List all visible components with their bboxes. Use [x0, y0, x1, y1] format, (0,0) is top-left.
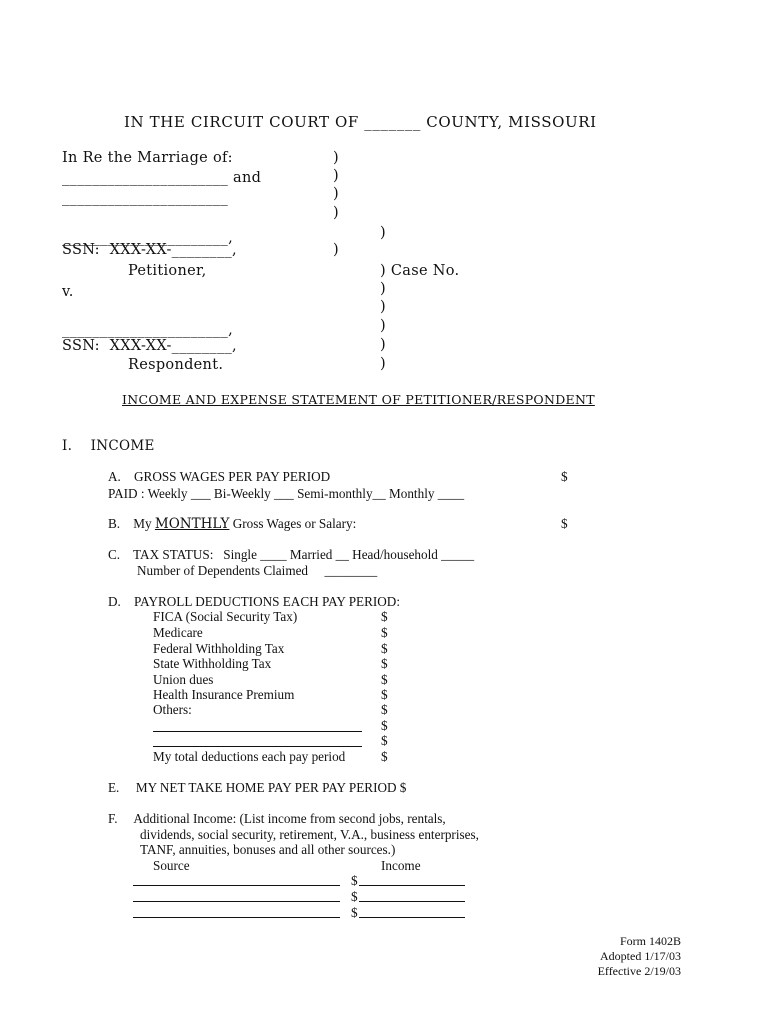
caption-paren: ) [333, 242, 339, 258]
deduction-dollar: $ [381, 625, 388, 640]
tax-status-line: C. TAX STATUS: Single ____ Married __ Head/household _____ [108, 547, 475, 562]
section-income-heading: I. INCOME [62, 438, 155, 454]
deduction-dollar: $ [381, 609, 388, 624]
source-blank-line[interactable] [133, 917, 340, 918]
payroll-deductions-heading: D. PAYROLL DEDUCTIONS EACH PAY PERIOD: [108, 594, 400, 609]
caption-paren: ) [380, 356, 386, 372]
petitioner-name-line: ______________________, [62, 230, 234, 246]
source-blank-line[interactable] [133, 901, 340, 902]
petitioner-ssn: SSN: XXX-XX-________, [62, 242, 237, 258]
caption-paren: ) [333, 150, 339, 166]
caption-paren: ) [380, 299, 386, 315]
income-dollar: $ [351, 873, 358, 888]
deduction-dollar: $ [381, 733, 388, 748]
caption-paren: ) [380, 225, 386, 241]
source-blank-line[interactable] [133, 885, 340, 886]
deduction-others: Others: [153, 702, 192, 717]
deduction-medicare: Medicare [153, 625, 203, 640]
deduction-federal: Federal Withholding Tax [153, 641, 285, 656]
deduction-fica: FICA (Social Security Tax) [153, 609, 298, 624]
caption-paren: ) [333, 168, 339, 184]
gross-wages-dollar: $ [561, 469, 568, 484]
deduction-health: Health Insurance Premium [153, 687, 295, 702]
respondent-name-line: ______________________, [62, 322, 234, 338]
gross-wages-label: A. GROSS WAGES PER PAY PERIOD [108, 469, 331, 484]
in-re-label: In Re the Marriage of: [62, 150, 233, 166]
respondent-label: Respondent. [128, 357, 224, 373]
deduction-dollar: $ [381, 656, 388, 671]
deduction-union: Union dues [153, 672, 214, 687]
income-label: Income [381, 858, 421, 873]
pay-frequency-line: PAID : Weekly ___ Bi-Weekly ___ Semi-monthly__ Monthly ____ [108, 486, 465, 501]
caption-paren: ) [380, 318, 386, 334]
deduction-dollar: $ [381, 687, 388, 702]
deduction-dollar: $ [381, 672, 388, 687]
other-deduction-line[interactable] [153, 731, 362, 732]
form-number: Form 1402B [619, 934, 681, 948]
source-label: Source [153, 858, 190, 873]
monthly-wages-prefix: B. My [108, 516, 155, 531]
monthly-wages-suffix: Gross Wages or Salary: [229, 516, 357, 531]
net-take-home-line: E. MY NET TAKE HOME PAY PER PAY PERIOD $ [108, 780, 407, 795]
effective-date: Effective 2/19/03 [597, 964, 681, 978]
additional-income-line-1: F. Additional Income: (List income from second jobs, rentals, [108, 811, 446, 826]
income-blank-line[interactable] [359, 901, 465, 902]
income-blank-line[interactable] [359, 885, 465, 886]
court-title: IN THE CIRCUIT COURT OF _______ COUNTY, MISSOURI [124, 113, 597, 131]
statement-title: INCOME AND EXPENSE STATEMENT OF PETITIONER/RESPONDENT [122, 392, 595, 407]
additional-income-line-2: dividends, social security, retirement, V.A., business enterprises, [140, 827, 479, 842]
total-deductions-label: My total deductions each pay period [153, 749, 346, 764]
monthly-wages-label [108, 516, 356, 532]
caption-paren: ) [380, 281, 386, 297]
deduction-dollar: $ [381, 749, 388, 764]
deduction-dollar: $ [381, 641, 388, 656]
party-line-1: ______________________ and [62, 170, 262, 186]
deduction-dollar: $ [381, 702, 388, 717]
respondent-ssn: SSN: XXX-XX-________, [62, 338, 237, 354]
petitioner-label: Petitioner, [128, 263, 207, 279]
other-deduction-line[interactable] [153, 746, 362, 747]
income-blank-line[interactable] [359, 917, 465, 918]
adopted-date: Adopted 1/17/03 [600, 949, 681, 963]
party-line-2: ______________________ [62, 190, 229, 206]
income-dollar: $ [351, 889, 358, 904]
caption-paren: ) [333, 205, 339, 221]
deduction-state: State Withholding Tax [153, 656, 272, 671]
caption-paren: ) [333, 186, 339, 202]
additional-income-line-3: TANF, annuities, bonuses and all other sources.) [140, 842, 396, 857]
case-number-label: ) Case No. [380, 263, 460, 279]
versus-label: v. [62, 284, 74, 300]
monthly-wages-dollar: $ [561, 516, 568, 531]
dependents-line: Number of Dependents Claimed ________ [137, 563, 378, 578]
income-dollar: $ [351, 905, 358, 920]
deduction-dollar: $ [381, 718, 388, 733]
caption-paren: ) [380, 337, 386, 353]
monthly-emphasis: MONTHLY [154, 516, 230, 532]
